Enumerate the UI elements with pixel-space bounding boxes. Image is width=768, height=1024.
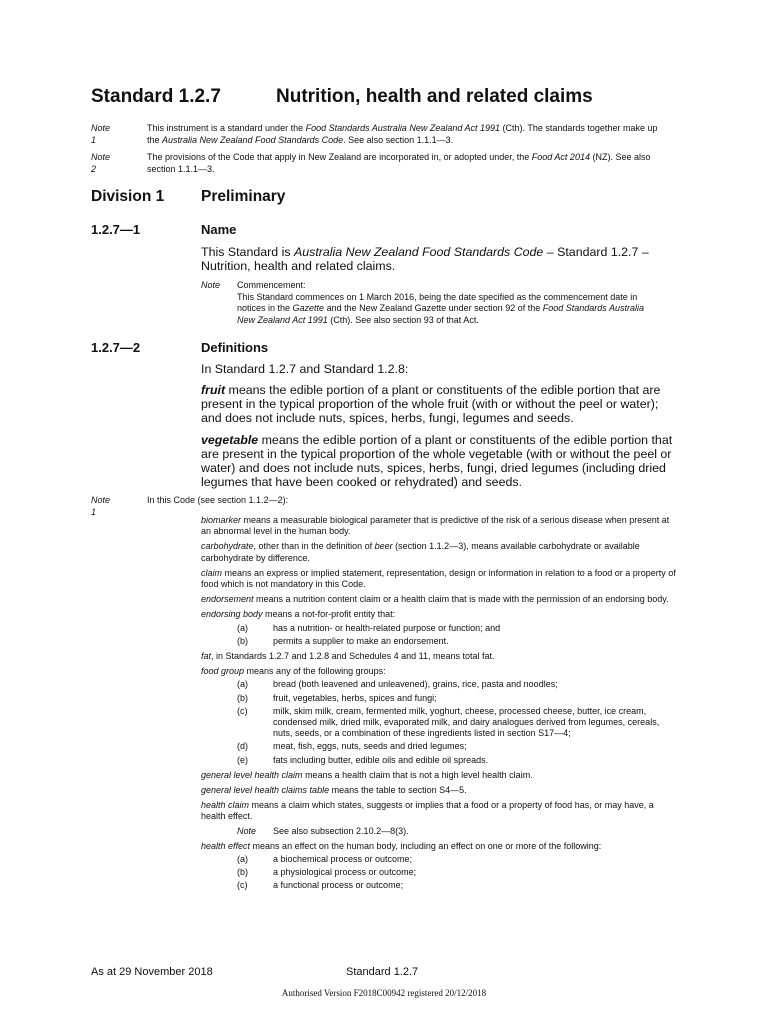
item-text: a physiological process or outcome; — [273, 867, 417, 878]
list-item — [201, 636, 679, 647]
text-run: . See also section 1.1.1—3. — [343, 134, 454, 145]
definition-fruit — [201, 383, 679, 425]
italic-text: beer — [374, 541, 393, 552]
italic-text: Food Act 2014 — [531, 152, 590, 162]
definition-entry — [201, 785, 679, 796]
text-run: means an effect on the human body, including an effect on one or more of the following: — [250, 840, 602, 851]
italic-text: Australia New Zealand Food Standards Code — [293, 245, 544, 259]
text-run: , other than in the definition of — [253, 541, 375, 552]
note-label: Note 1 — [91, 123, 111, 145]
note-heading: Commencement: — [237, 280, 306, 290]
section-heading-definitions — [91, 340, 269, 355]
list-item — [201, 755, 679, 766]
note-body — [237, 280, 657, 326]
item-text: has a nutrition- or health-related purpose or function; and — [273, 622, 501, 633]
standard-title: Nutrition, health and related claims — [276, 86, 593, 107]
definition-entry — [201, 594, 679, 605]
footer-date: As at 29 November 2018 — [91, 966, 213, 978]
definition-entry — [201, 541, 679, 563]
note-text: In this Code (see section 1.1.2—2): — [147, 495, 289, 505]
text-run: (Cth). The standards together make up the — [147, 123, 658, 145]
list-item — [201, 706, 679, 740]
definition-entry — [201, 609, 679, 620]
text-run: The provisions of the Code that apply in New Zealand are incorporated in, or adopted under, the — [147, 152, 532, 162]
division-title: Preliminary — [201, 188, 286, 205]
italic-text: Food Standards Australia New Zealand Act 1991 — [237, 303, 644, 325]
definition-note — [201, 826, 679, 837]
item-number: (b) — [237, 692, 248, 703]
text-run: means an express or implied statement, representation, design or information in relation to a food or a property of food which is not mandatory in this Code. — [201, 567, 676, 590]
text-run: means a claim which states, suggests or implies that a food or a property of food has, or may have, a health effect. — [201, 800, 654, 822]
note-label: Note 2 — [91, 152, 111, 174]
text-run: and the New Zealand Gazette under section 92 of the — [324, 303, 543, 313]
text-run: means the edible portion of a plant or constituents of the edible portion that are present in the typical proportion of the whole vegetable (with or without the peel or water) and does not include nuts, spices, herbs, fungi, dried legumes (including dried legumes that have been cooked or rehydrated) and seeds. — [201, 433, 673, 489]
definitions-intro: In Standard 1.2.7 and Standard 1.2.8: — [201, 362, 409, 376]
item-number: (a) — [237, 854, 248, 865]
item-number: (c) — [237, 705, 248, 716]
italic-text: fat — [201, 651, 212, 662]
text-run: This Standard commences on 1 March 2016, being the date specified as the commencement date in notices in the — [237, 291, 638, 313]
note-label: Note 1 — [91, 495, 111, 517]
italic-text: Australia New Zealand Food Standards Code — [162, 134, 344, 145]
note-label: Note — [201, 280, 221, 290]
italic-text: biomarker — [201, 515, 242, 525]
text-run: This Standard is — [201, 245, 294, 259]
text-run: means the edible portion of a plant or constituents of the edible portion that are present in the typical proportion of the whole fruit (with or without the peel or water); and does not include nuts, spices, herbs, fungi, legumes and seeds. — [201, 383, 661, 425]
division-number: Division 1 — [91, 188, 165, 205]
text-run: means a measurable biological parameter that is predictive of the risk of a serious disease when present at an abnormal level in the human body. — [201, 515, 670, 537]
definition-entry — [201, 800, 679, 822]
list-item — [201, 693, 679, 704]
item-number: (e) — [237, 754, 248, 765]
italic-text: general level health claims table — [201, 785, 330, 796]
item-text: See also subsection 2.10.2—8(3). — [273, 825, 409, 836]
italic-text: Gazette — [292, 303, 325, 313]
defined-term: fruit — [201, 383, 226, 397]
text-run: (NZ). See also section 1.1.1—3. — [147, 152, 651, 174]
item-number: Note — [237, 825, 257, 836]
text-run: – Standard 1.2.7 – Nutrition, health and related claims. — [201, 245, 649, 273]
italic-text: health claim — [201, 800, 250, 811]
item-text: a biochemical process or outcome; — [273, 854, 413, 865]
item-text: fats including butter, edible oils and edible oil spreads. — [273, 754, 489, 765]
text-run: means the table to section S4—5. — [329, 785, 467, 796]
note-text — [237, 292, 657, 327]
item-text: milk, skim milk, cream, fermented milk, yoghurt, cheese, processed cheese, butter, ice cream, condensed milk, dried milk, evaporated milk, and dairy analogues derived from legumes, cereals, nuts, seeds, or a combination of these ingredients listed in section S17—4; — [273, 705, 660, 739]
list-item — [201, 741, 679, 752]
definition-entry — [201, 666, 679, 677]
item-text: fruit, vegetables, herbs, spices and fungi; — [273, 692, 437, 703]
text-run: means a health claim that is not a high level health claim. — [302, 769, 533, 780]
standard-heading — [91, 86, 593, 108]
text-run: means any of the following groups: — [244, 666, 386, 677]
definition-entry — [201, 568, 679, 590]
definition-vegetable — [201, 433, 679, 489]
section-number: 1.2.7—2 — [91, 340, 141, 355]
list-item — [201, 854, 679, 865]
text-run: means a nutrition content claim or a health claim that is made with the permission of an endorsing body. — [253, 594, 669, 605]
italic-text: health effect — [201, 840, 251, 851]
italic-text: Food Standards Australia New Zealand Act 1991 — [305, 123, 501, 133]
text-run: (section 1.1.2—3), means available carbohydrate or available carbohydrate by difference. — [201, 541, 640, 563]
item-number: (b) — [237, 635, 248, 646]
section-title: Definitions — [201, 340, 269, 355]
division-heading — [91, 188, 286, 206]
note-text — [147, 152, 667, 175]
italic-text: general level health claim — [201, 769, 303, 780]
standard-number: Standard 1.2.7 — [91, 86, 221, 107]
item-text: bread (both leavened and unleavened), grains, rice, pasta and noodles; — [273, 679, 558, 690]
code-definitions-list — [201, 515, 679, 892]
item-text: a functional process or outcome; — [273, 880, 404, 891]
list-item — [201, 623, 679, 634]
section-heading-name — [91, 222, 237, 237]
footer-standard: Standard 1.2.7 — [346, 966, 419, 978]
definition-entry — [201, 841, 679, 852]
italic-text: carbohydrate — [201, 541, 254, 552]
text-run: (Cth). See also section 93 of that Act. — [327, 314, 479, 325]
list-item — [201, 880, 679, 891]
item-number: (a) — [237, 679, 248, 690]
item-number: (d) — [237, 741, 248, 752]
name-paragraph — [201, 245, 679, 273]
definition-entry — [201, 651, 679, 662]
item-number: (c) — [237, 880, 248, 891]
section-title: Name — [201, 222, 237, 237]
list-item — [201, 867, 679, 878]
text-run: This instrument is a standard under the — [147, 123, 306, 133]
italic-text: endorsement — [201, 594, 254, 605]
item-text: permits a supplier to make an endorsement. — [273, 635, 449, 646]
definition-entry — [201, 770, 679, 781]
note-text — [147, 123, 667, 146]
item-text: meat, fish, eggs, nuts, seeds and dried legumes; — [273, 741, 467, 752]
italic-text: endorsing body — [201, 609, 263, 620]
item-number: (a) — [237, 622, 248, 633]
item-number: (b) — [237, 867, 248, 878]
definition-entry — [201, 515, 679, 537]
text-run: means a not-for-profit entity that: — [262, 609, 396, 620]
section-number: 1.2.7—1 — [91, 222, 141, 237]
text-run: , in Standards 1.2.7 and 1.2.8 and Schedules 4 and 11, means total fat. — [211, 651, 495, 662]
italic-text: food group — [201, 666, 245, 677]
italic-text: claim — [201, 567, 223, 578]
list-item — [201, 679, 679, 690]
footer-registration: Authorised Version F2018C00942 registered 20/12/2018 — [281, 988, 487, 998]
defined-term: vegetable — [201, 433, 259, 447]
